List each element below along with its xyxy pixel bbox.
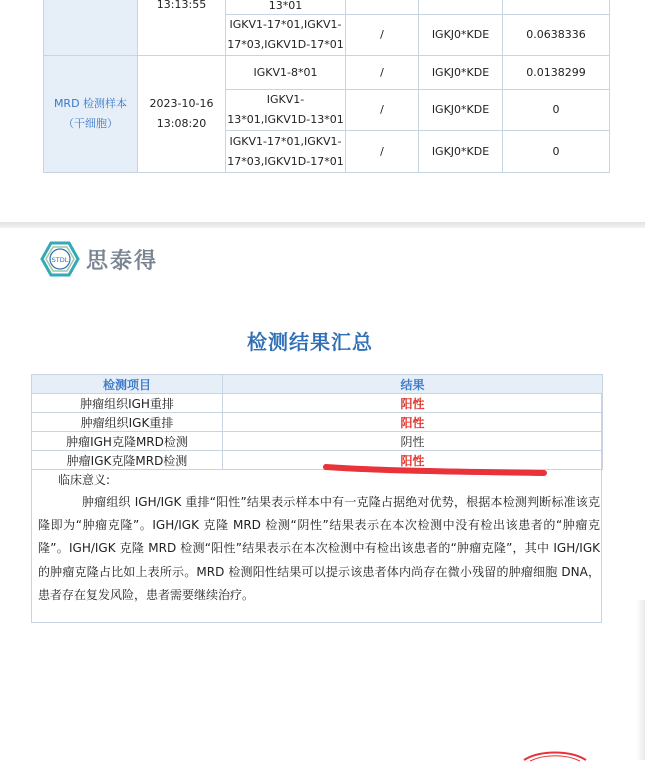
col4-cell [503,0,610,15]
sample-cell: MRD 检测样本（干细胞） [44,56,138,173]
gene-cell-tail: 13*01 [226,0,346,15]
summary-table [31,374,603,470]
table-row [32,413,603,432]
col3-cell: IGKJ0*KDE [419,90,503,131]
sample-cell-prev [44,0,138,56]
col4-cell: 0 [503,90,610,131]
table-row [32,394,603,413]
item-cell: 肿瘤组织IGK重排 [32,413,223,432]
logo-badge: STDL [51,256,69,264]
col4-cell: 0.0138299 [503,56,610,90]
col2-cell: / [346,90,419,131]
col3-cell: IGKJ0*KDE [419,131,503,173]
result-cell: 阳性 [223,451,603,470]
item-cell: 肿瘤IGK克隆MRD检测 [32,451,223,470]
summary-title: 检测结果汇总 [247,330,373,354]
clinical-text: 肿瘤组织 IGH/IGK 重排“阳性”结果表示样本中有一克隆占据绝对优势，根据本检测判断标准该克隆即为“肿瘤克隆”。IGH/IGK 克隆 MRD 检测“阴性”结果表示在本次检测中没有检出该患者的“肿瘤克隆”。IGH/IGK 克隆 MRD 检测“阳性”结果表示在本次检测中有检出该患者的“肿瘤克隆”，其中 IGH/IGK 的肿瘤克隆占比如上表所示。MRD 检测阳性结果可以提示该患者体内尚存在微小残留的肿瘤细胞 DNA，患者存在复发风险，患者需要继续治疗。 [38,495,600,602]
gene-cell: IGKV1-17*01,IGKV1-17*03,IGKV1D-17*01 [226,15,346,56]
gene-cell: IGKV1-17*01,IGKV1-17*03,IGKV1D-17*01 [226,131,346,173]
header-result: 结果 [223,375,603,394]
col2-cell: / [346,15,419,56]
col3-cell: IGKJ0*KDE [419,15,503,56]
page-separator [0,222,645,228]
page-edge-shadow [636,600,645,760]
red-underline-annotation [323,462,547,476]
col2-cell: / [346,56,419,90]
clinical-label: 临床意义: [58,473,111,487]
col3-cell [419,0,503,15]
item-cell: 肿瘤组织IGH重排 [32,394,223,413]
gene-cell: IGKV1-8*01 [226,56,346,90]
result-cell: 阴性 [223,432,603,451]
datetime-cell: 2023-10-16 13:08:20 [138,56,226,173]
result-cell: 阳性 [223,394,603,413]
gene-cell: IGKV1-13*01,IGKV1D-13*01 [226,90,346,131]
logo-text: 思泰得 [86,248,159,274]
stdl-hexagon-icon [40,241,80,277]
col4-cell: 0 [503,131,610,173]
result-cell: 阳性 [223,413,603,432]
mrd-detail-table [43,0,610,173]
table-row [32,432,603,451]
company-logo [40,241,158,277]
col2-cell [346,0,419,15]
item-cell: 肿瘤IGH克隆MRD检测 [32,432,223,451]
col4-cell: 0.0638336 [503,15,610,56]
col2-cell: / [346,131,419,173]
datetime-cell-prev: 13:13:55 [138,0,226,56]
col3-cell: IGKJ0*KDE [419,56,503,90]
header-item: 检测项目 [32,375,223,394]
